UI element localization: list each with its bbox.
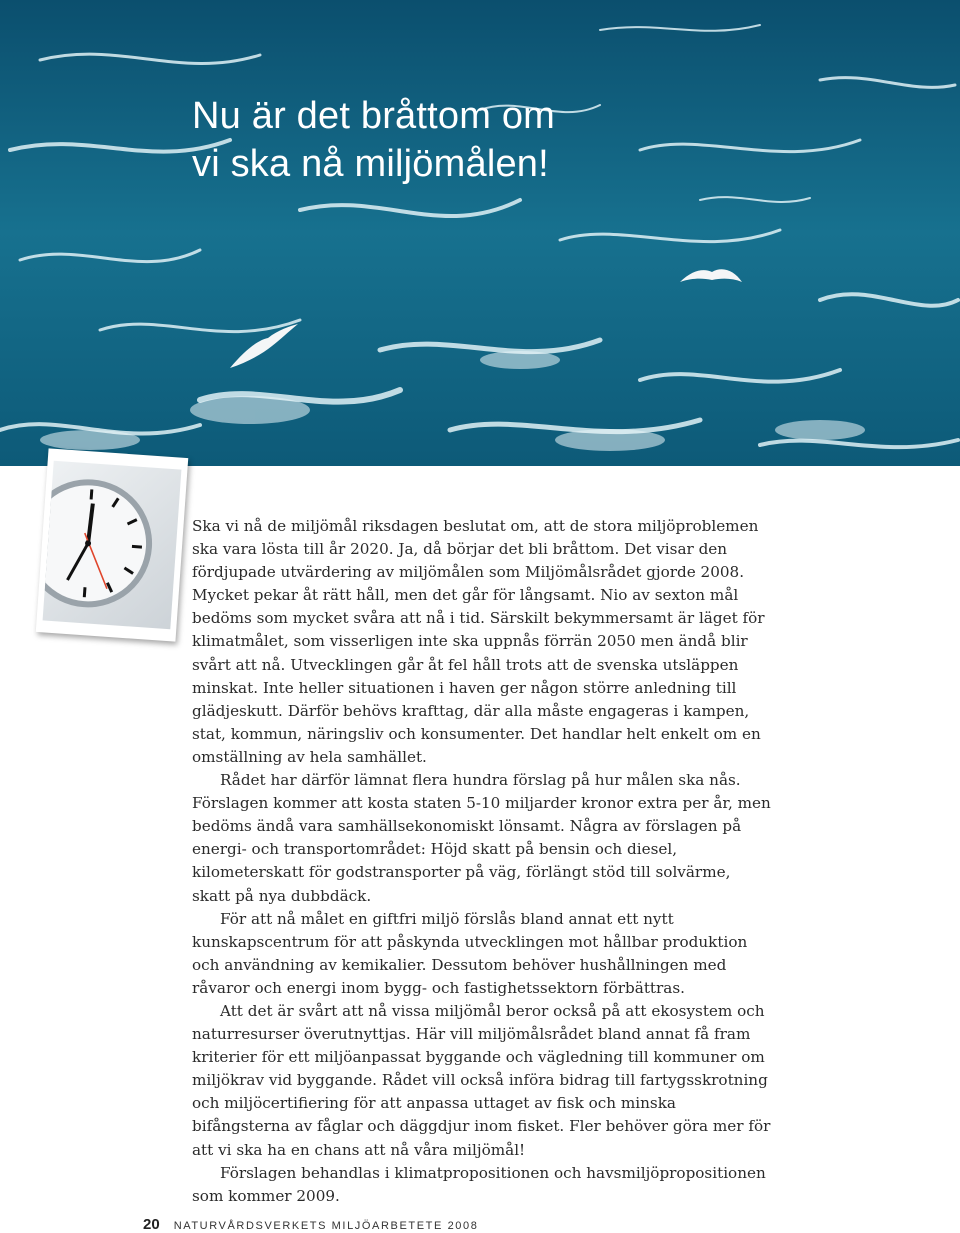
paragraph: Rådet har därför lämnat flera hundra förslag på hur målen ska nås. Förslagen kommer att kosta staten 5-10 miljarder kronor extra per år, men bedöms ändå vara samhällsekonomiskt lönsamt. Några av förslagen på energi- och transportområdet: Höjd skatt på bensin och diesel, kilometerskatt för godstransporter på väg, förlängt stöd till solvärme, skatt på nya dubbdäck. <box>192 771 771 905</box>
page-number: 20 <box>143 1216 160 1233</box>
ocean-waves-icon <box>0 0 960 466</box>
wall-clock-icon <box>43 461 182 630</box>
headline-line-2: vi ska nå miljömålen! <box>192 143 549 185</box>
publication-title: NATURVÅRDSVERKETS MILJÖARBETETE 2008 <box>173 1220 479 1232</box>
clock-photo-frame <box>43 461 182 630</box>
page-footer <box>143 1216 478 1233</box>
headline-line-1: Nu är det bråttom om <box>192 95 556 137</box>
clock-photo <box>36 448 188 641</box>
page-headline <box>192 92 555 188</box>
paragraph: Ska vi nå de miljömål riksdagen beslutat om, att de stora miljöproblemen ska vara lösta till år 2020. Ja, då börjar det bli bråttom. Det visar den fördjupade utvärdering av miljömålen som Miljömålsrådet gjorde 2008. Mycket pekar åt rätt håll, men det går för långsamt. Nio av sexton mål bedöms som mycket svåra att nå i tid. Särskilt bekymmersamt är läget för klimatmålet, som visserligen inte ska uppnås förrän 2050 men ändå blir svårt att nå. Utvecklingen går åt fel håll trots att de svenska utsläppen minskat. Inte heller situationen i haven ger någon större anledning till glädjeskutt. Därför behövs krafttag, där alla måste engageras i kampen, stat, kommun, näringsliv och konsumenter. Det handlar helt enkelt om en omställning av hela samhället. <box>192 517 765 766</box>
paragraph: För att nå målet en giftfri miljö förslås bland annat ett nytt kunskapscentrum för att påskynda utvecklingen mot hållbar produktion och användning av kemikalier. Dessutom behöver hushållningen med råvaror och energi inom bygg- och fastighetssektorn förbättras. <box>192 909 748 997</box>
hero-image <box>0 0 960 466</box>
paragraph: Att det är svårt att nå vissa miljömål beror också på att ekosystem och naturresurser överutnyttjas. Här vill miljömålsrådet bland annat få fram kriterier för ett miljöanpassat byggande och vägledning till kommuner om miljökrav vid byggande. Rådet vill också införa bidrag till fartygsskrotning och miljöcertifiering för att anpassa uttaget av fisk och minska bifångsterna av fåglar och däggdjur inom fisket. Fler behöver göra mer för att vi ska ha en chans att nå våra miljömål! <box>192 1001 771 1159</box>
paragraph: Förslagen behandlas i klimatpropositionen och havsmiljöpropositionen som kommer 2009. <box>192 1163 766 1205</box>
article-body <box>192 515 772 1208</box>
